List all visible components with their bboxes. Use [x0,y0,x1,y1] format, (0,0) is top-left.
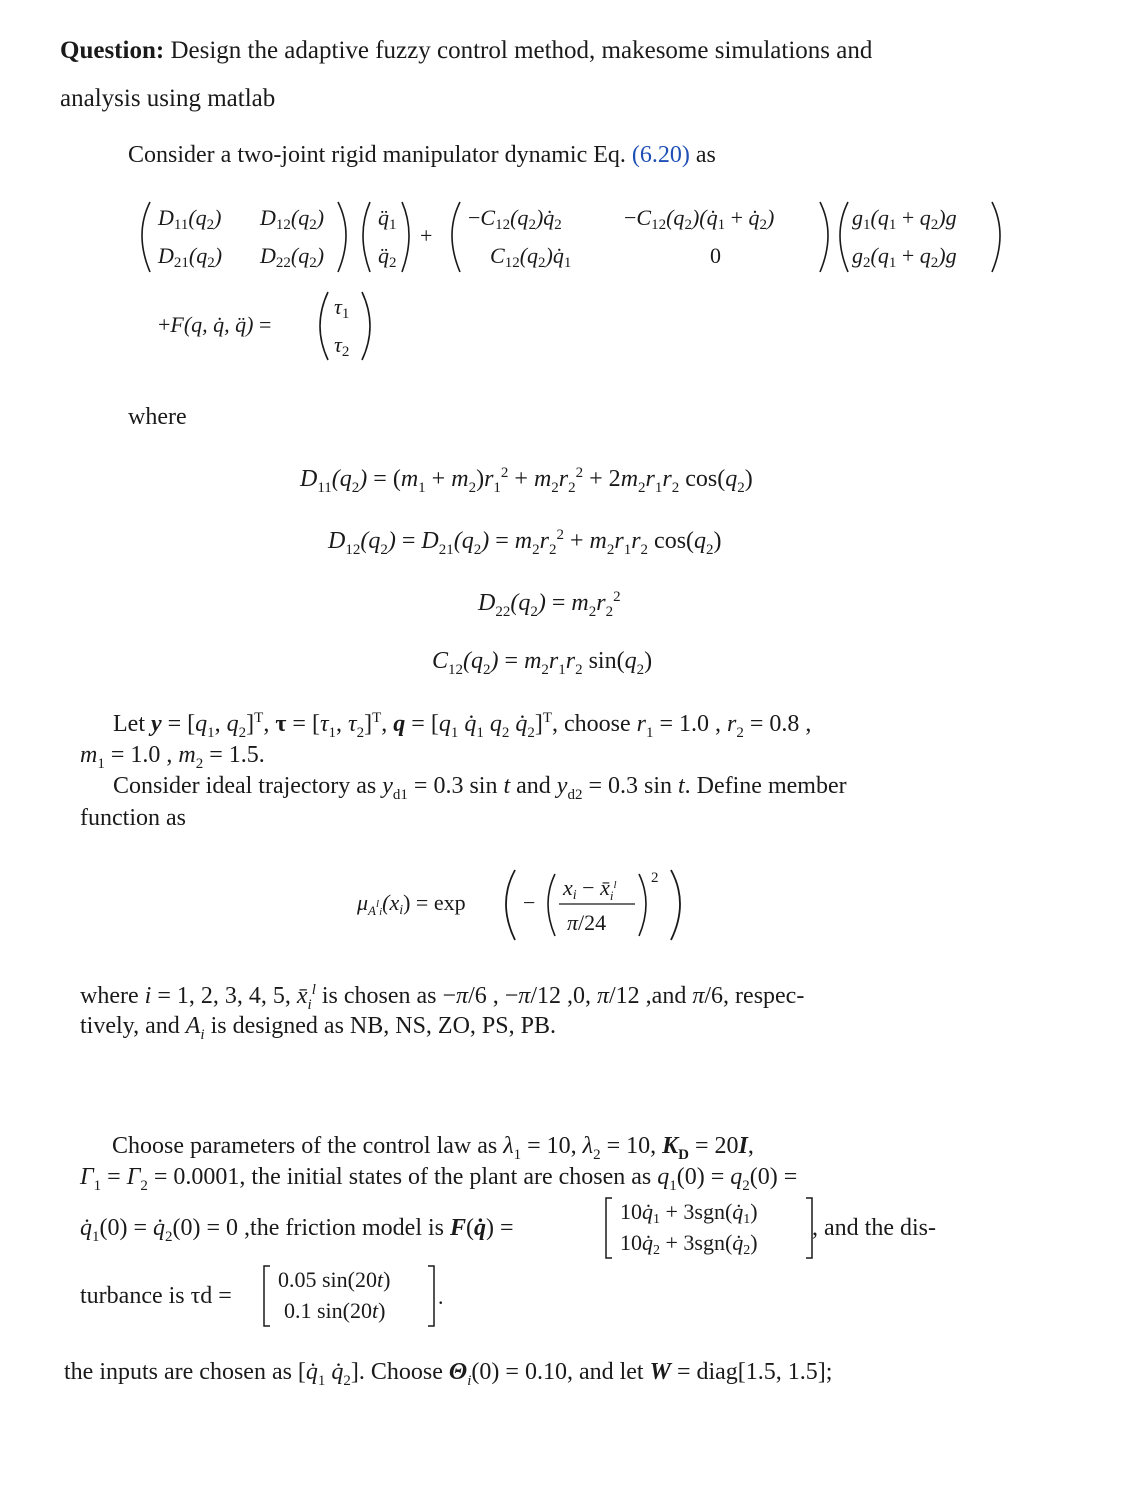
svg-text:C12(q2)q̇1: C12(q2)q̇1 [490,243,572,271]
svg-text:10q̇2 + 3sgn(q̇2): 10q̇2 + 3sgn(q̇2) [620,1230,758,1258]
params-line-4: turbance is τd = [80,1283,232,1309]
svg-text:xi − x̄il: xi − $x̄_i^l$ [563,875,617,903]
svg-text:q̈1: q̈1 [378,205,397,233]
svg-text:−C12(q2)q̇2: −C12(q2)q̇2 [468,205,562,233]
question-text: Design the adaptive fuzzy control method, makesome simulations and [164,37,873,64]
intro-tail: as [689,142,716,168]
eq-d11: $D_{11}(q_2) = (m_1 + m_2)r_1^2 + m_2r_2^2 + 2m_2r_1r_2$ $\cos(q_2)$ [300,465,753,496]
svg-text:g2(q1 + q2)g: g2(q1 + q2)g [852,243,957,271]
svg-text:+F(q, q̇, q̈) =: +F(q, q̇, q̈) = [158,312,272,337]
eq-d12: $D_{12}(q_2) = D_{21}(q_2) = m_2r_2^2 + m_2r_1r_2$ $\cos(q_2)$ [328,527,722,558]
equation-reference-link[interactable]: (6.20) [631,142,690,168]
eq-d22: $D_{22}(q_2) = m_2r_2^2$ [478,589,621,620]
svg-text:τ2: τ2 [334,332,350,360]
let-line-2: $m_1 = 1.0$ , $m_2 = 1.5$. [80,742,265,772]
svg-text:g1(q1 + q2)g: g1(q1 + q2)g [852,205,957,233]
params-line-1: Choose parameters of the control law as $\lambda_1 = 10$, $\lambda_2 = 10$, $K_D = 20I$, [112,1133,754,1163]
svg-text:0.05 sin(20t): 0.05 sin(20t) [278,1267,391,1292]
svg-text:0.1 sin(20t): 0.1 sin(20t) [284,1298,386,1323]
svg-text:q̈2: q̈2 [378,243,397,271]
svg-text:D11(q2): D11(q2) [158,205,222,233]
svg-text:π/24: π/24 [567,910,607,935]
svg-text:−: − [523,890,536,915]
let-line-4: function as [80,805,186,831]
svg-text:D22(q2): D22(q2) [260,243,325,271]
intro-line [128,143,716,167]
svg-text:μAli(xi) = exp: $\mu_A^l_i(xi) = \exp$ [357,890,466,918]
params-line-2: $\Gamma_1 = \Gamma_2 = 0.0001$, the initial states of the plant are chosen as $q_1(0) = q_2(0)$ = [80,1164,798,1194]
eq-c12: $C_{12}(q_2) = m_2r_1r_2$ $\sin(q_2)$ [432,648,653,678]
params-line-3: $q̇_1(0)$ = $q̇_2(0) = 0$ ,the friction model is F(q̇) = [80,1215,514,1245]
let-line-3: Consider ideal trajectory as $y_{d1} = 0.3$ sin t and $y_{d2} = 0.3$ sin t. Define member [113,773,847,803]
svg-text:D21(q2): D21(q2) [158,243,223,271]
intro-text: Consider a two-joint rigid manipulator dynamic Eq. [128,142,626,168]
membership-function-equation [355,858,695,948]
params-line-3-tail: , and the dis- [812,1215,936,1241]
svg-text:.: . [438,1284,444,1309]
friction-matrix [600,1194,820,1262]
let-line-1: Let $y = [q_1$, $q_2]^T$, $\tau = [\tau_1$, $\tau_2]^T$, $q = [q_1$ $q̇_1$ $q_2$ $q̇_2]^T$, choose $r_1 = 1.0$ , $r_2 = 0.8$ , [113,710,812,741]
where-label: where [128,404,187,430]
dynamic-equation [130,192,1010,372]
svg-text:2: 2 [651,870,659,886]
question-line-2: analysis using matlab [60,85,276,112]
inputs-line: the inputs are chosen as [$q̇_1$ $q̇_2$]. Choose $\Theta_i(0) = 0.10$, and let W = diag[1.5, 1.5]; [64,1359,833,1389]
question-label: Question: [60,37,165,64]
disturbance-matrix [258,1262,448,1330]
question-line-1 [60,38,872,63]
where-i-line-1: where i = 1, 2, 3, 4, 5, $x̄_i^l$ is chosen as −π/6 , −π/12 ,0, π/12 ,and π/6, respec- [80,982,805,1013]
svg-text:τ1: τ1 [334,294,350,322]
svg-text:−C12(q2)(q̇1 + q̇2): −C12(q2)(q̇1 + q̇2) [624,205,775,233]
svg-text:0: 0 [710,243,721,268]
svg-text:10q̇1 + 3sgn(q̇1): 10q̇1 + 3sgn(q̇1) [620,1199,758,1227]
svg-text:D12(q2): D12(q2) [260,205,325,233]
svg-text:+: + [420,223,433,248]
where-i-line-2: tively, and $A_i$ is designed as NB, NS, ZO, PS, PB. [80,1013,556,1043]
